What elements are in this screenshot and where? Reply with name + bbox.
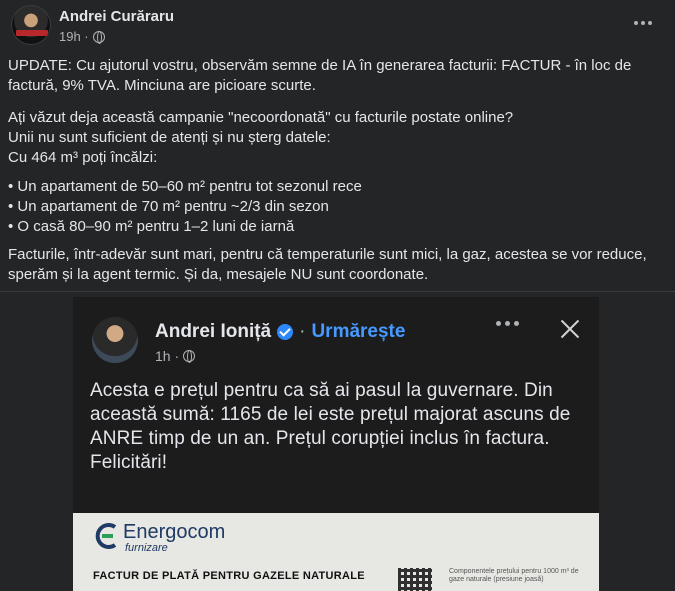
post-bullet: • Un apartament de 70 m² pentru ~2/3 din sezon [8, 197, 668, 217]
post-options-button[interactable] [625, 8, 661, 38]
author-avatar[interactable] [11, 5, 51, 45]
post-meta [59, 29, 105, 44]
invoice-brand: Energocom [123, 521, 226, 543]
shared-author-name: Andrei Ioniță [155, 321, 272, 342]
invoice-image [73, 513, 599, 591]
post-bullet: • Un apartament de 50–60 m² pentru tot sezonul rece [8, 177, 668, 197]
invoice-brand-sub: furnizare [125, 542, 168, 554]
globe-icon [93, 31, 105, 43]
qr-code-icon [398, 568, 432, 591]
post-bullet-list [8, 177, 668, 237]
post-text [8, 56, 668, 297]
close-icon [558, 317, 582, 341]
post-timestamp[interactable]: 19h · [59, 29, 89, 44]
globe-icon [183, 350, 195, 362]
shared-meta [155, 348, 195, 364]
post-paragraph-update: UPDATE: Cu ajutorul vostru, observăm semne de IA în generarea facturii: FACTUR - în loc de factură, 9% TVA. Minciuna are picioare scurte. [8, 57, 632, 94]
divider [0, 291, 675, 292]
shared-post-screenshot[interactable] [73, 297, 599, 591]
post-bullet: • O casă 80–90 m² pentru 1–2 luni de iarnă [8, 217, 668, 237]
shared-author-avatar [92, 317, 138, 363]
invoice-title: FACTUR DE PLATĂ PENTRU GAZELE NATURALE [93, 570, 365, 582]
post-line: Unii nu sunt suficient de atenți și nu șterg datele: [8, 129, 331, 146]
post-paragraph-closing: Facturile, într-adevăr sunt mari, pentru că temperaturile sunt mici, la gaz, acestea se vor reduce, sperăm și la agent termic. Și da, mesajele NU sunt coordonate. [8, 246, 647, 283]
post-lines [8, 108, 668, 168]
separator-dot: · [299, 321, 306, 342]
post-header [0, 0, 675, 52]
post-line: Ați văzut deja această campanie "necoordonată" cu facturile postate online? [8, 109, 514, 126]
invoice-note: Componentele prețului pentru 1000 m³ de gaze naturale (presiune joasă) [449, 568, 579, 583]
post-line: Cu 464 m³ poți încălzi: [8, 149, 158, 166]
follow-link: Urmărește [311, 321, 406, 342]
shared-timestamp: 1h · [155, 348, 180, 364]
more-options-icon [496, 321, 519, 326]
energocom-logo-icon [93, 523, 119, 549]
shared-author-row [155, 321, 405, 343]
verified-badge-icon [277, 324, 293, 340]
post-author-name[interactable]: Andrei Curăraru [59, 8, 175, 25]
shared-post-text: Acesta e prețul pentru ca să ai pasul la guvernare. Din această sumă: 1165 de lei este prețul majorat ascuns de ANRE timp de un an. Prețul corupției inclus în factura. Felicitări! [90, 380, 571, 473]
